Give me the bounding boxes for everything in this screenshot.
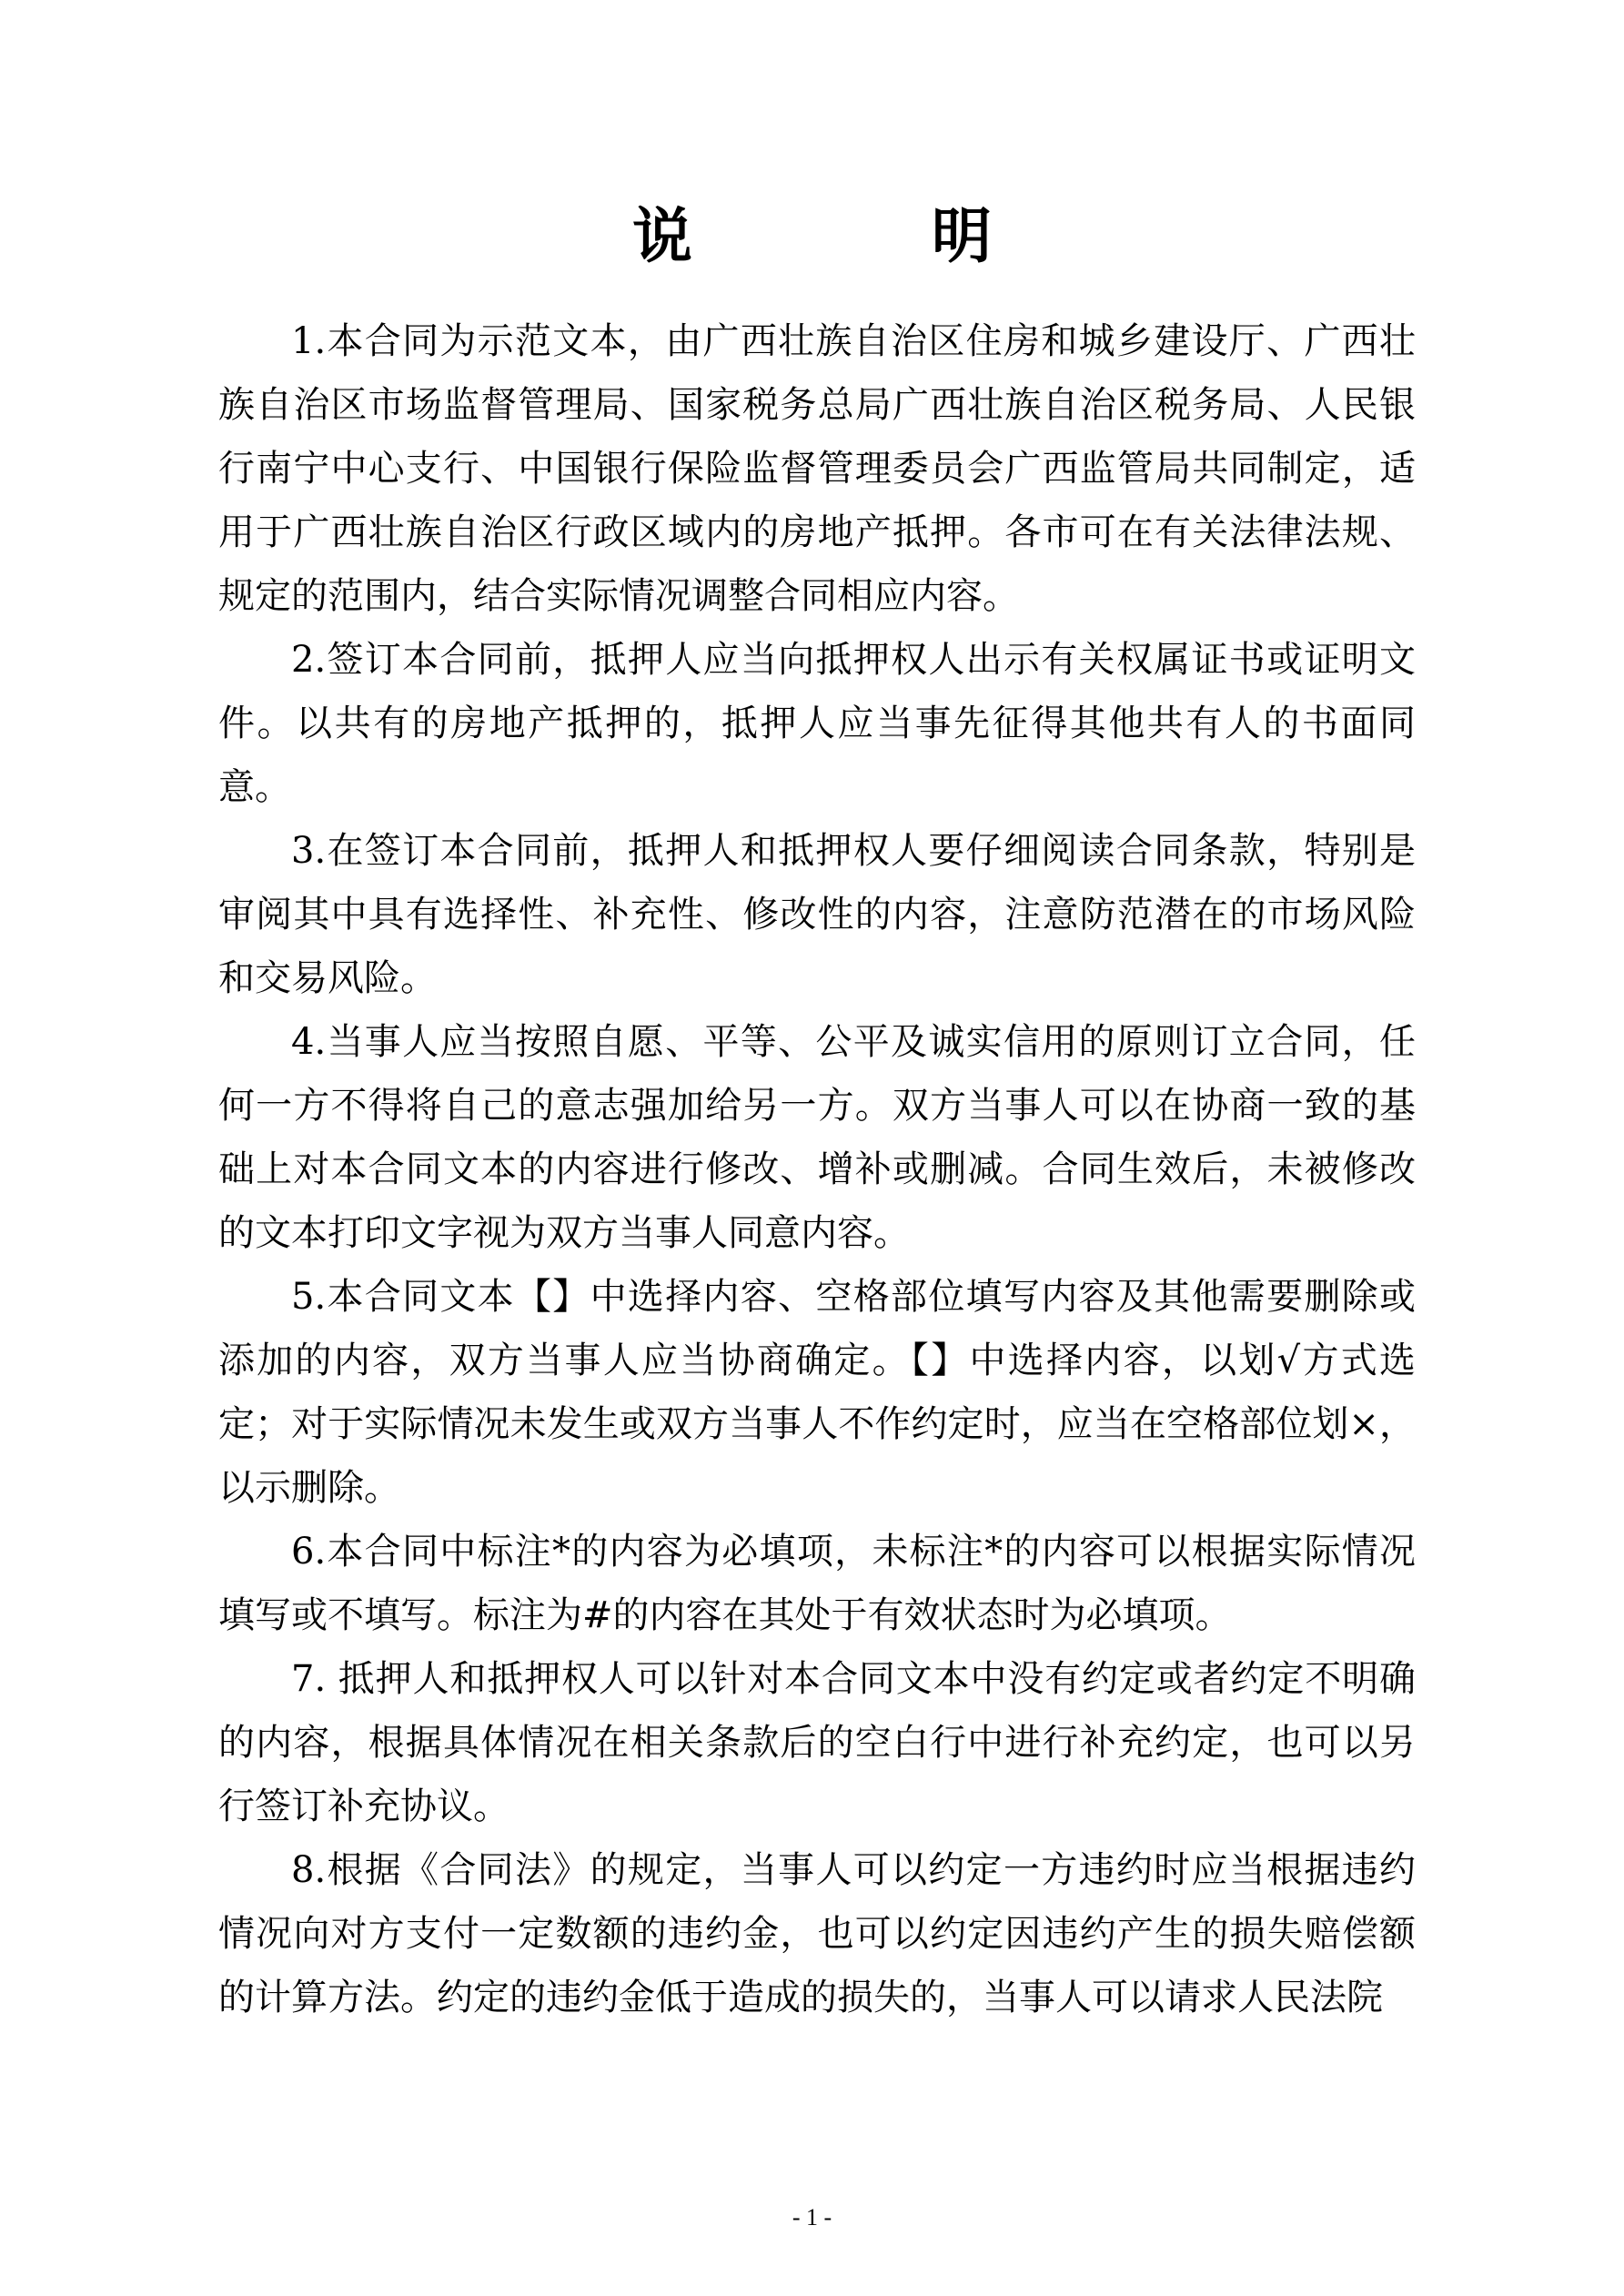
paragraph-3: 3.在签订本合同前，抵押人和抵押权人要仔细阅读合同条款，特别是审阅其中具有选择性、补充性、修改性的内容，注意防范潜在的市场风险和交易风险。 [218,830,1416,999]
paragraph-7: 7. 抵押人和抵押权人可以针对本合同文本中没有约定或者约定不明确的内容，根据具体情况在相关条款后的空白行中进行补充约定，也可以另行签订补充协议。 [218,1658,1416,1827]
paragraph-1: 1.本合同为示范文本，由广西壮族自治区住房和城乡建设厅、广西壮族自治区市场监督管理局、国家税务总局广西壮族自治区税务局、人民银行南宁中心支行、中国银行保险监督管理委员会广西监管局共同制定，适用于广西壮族自治区行政区域内的房地产抵押。各市可在有关法律法规、规定的范围内，结合实际情况调整合同相应内容。 [218,320,1416,617]
paragraph-8: 8.根据《合同法》的规定，当事人可以约定一方违约时应当根据违约情况向对方支付一定数额的违约金，也可以约定因违约产生的损失赔偿额的计算方法。约定的违约金低于造成的损失的，当事人可以请求人民法院 [218,1849,1416,2018]
paragraph-2: 2.签订本合同前，抵押人应当向抵押权人出示有关权属证书或证明文件。以共有的房地产抵押的，抵押人应当事先征得其他共有人的书面同意。 [218,639,1416,808]
page-title: 说 明 [632,201,1101,271]
paragraph-5: 5.本合同文本【】中选择内容、空格部位填写内容及其他需要删除或添加的内容，双方当事人应当协商确定。【】中选择内容，以划√方式选定；对于实际情况未发生或双方当事人不作约定时，应当在空格部位划×，以示删除。 [218,1276,1416,1509]
page-number: - 1 - [792,2204,832,2230]
document-body [218,309,1416,2029]
paragraph-6: 6.本合同中标注*的内容为必填项，未标注*的内容可以根据实际情况填写或不填写。标注为#的内容在其处于有效状态时为必填项。 [218,1531,1416,1636]
paragraph-4: 4.当事人应当按照自愿、平等、公平及诚实信用的原则订立合同，任何一方不得将自己的意志强加给另一方。双方当事人可以在协商一致的基础上对本合同文本的内容进行修改、增补或删减。合同生效后，未被修改的文本打印文字视为双方当事人同意内容。 [218,1021,1416,1254]
